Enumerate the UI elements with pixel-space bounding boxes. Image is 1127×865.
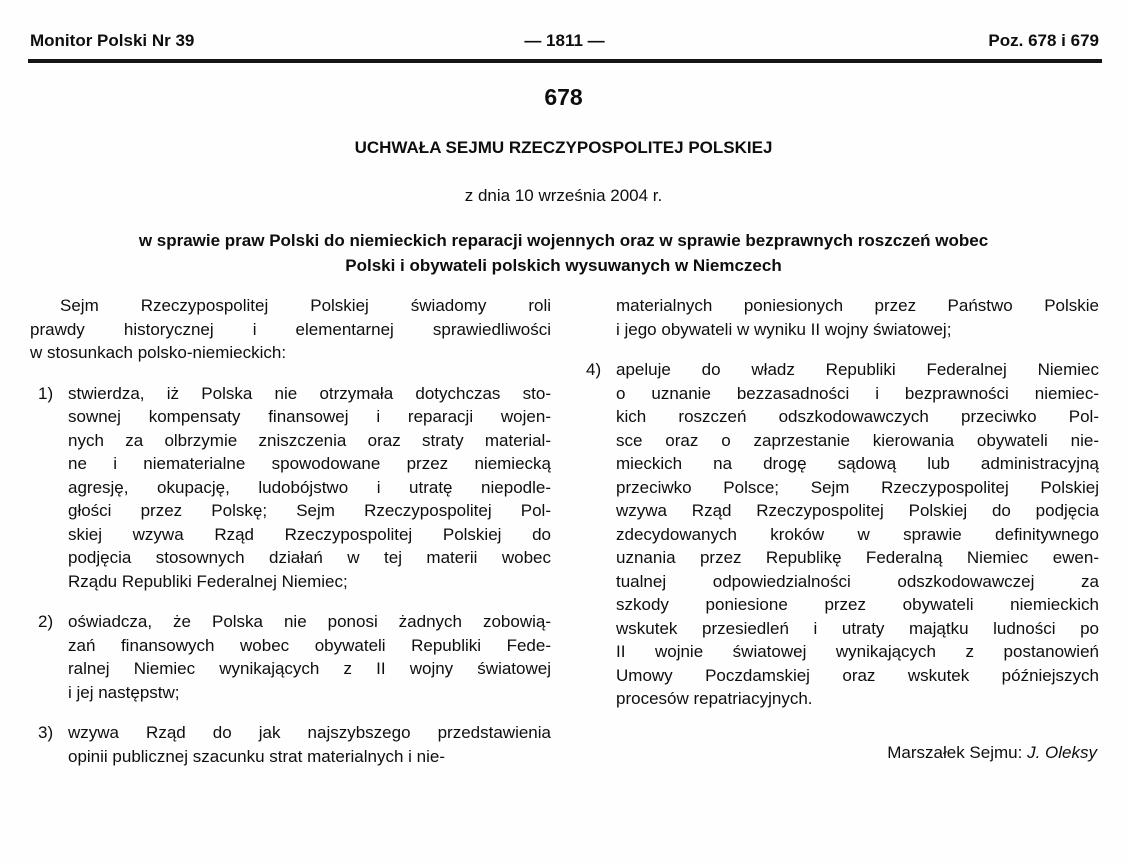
text-line: Sejm Rzeczypospolitej Polskiej świadomy roli bbox=[60, 296, 551, 315]
act-subject bbox=[40, 228, 1087, 278]
text-line: zdecydowanych kroków w sprawie definitywnego bbox=[616, 524, 1099, 544]
text-line: agresję, okupację, ludobójstwo i utratę niepodle- bbox=[68, 477, 551, 497]
act-date: z dnia 10 września 2004 r. bbox=[464, 186, 663, 205]
item-marker-3: 3) bbox=[38, 723, 54, 742]
text-line: uznania przez Republikę Federalną Niemiec ewen- bbox=[616, 548, 1099, 567]
signature-label: Marszałek Sejmu: bbox=[887, 742, 1023, 762]
text-line: materialnych poniesionych przez Państwo Polskie bbox=[616, 296, 1099, 315]
text-line: głości przez Polskę; Sejm Rzeczypospolitej Pol- bbox=[68, 501, 551, 520]
item-text-1 bbox=[68, 382, 551, 594]
item-marker-2: 2) bbox=[38, 612, 54, 631]
text-line: ne i niematerialne spowodowane przez niemiecką bbox=[68, 454, 551, 473]
text-line: skiej wzywa Rząd Rzeczypospolitej Polskiej do bbox=[68, 524, 551, 544]
text-line: Umowy Poczdamskiej oraz wskutek późniejszych bbox=[616, 665, 1099, 685]
signature-line bbox=[578, 741, 1099, 765]
text-line: stwierdza, iż Polska nie otrzymała dotychczas sto- bbox=[68, 383, 551, 403]
intro-paragraph bbox=[30, 294, 551, 365]
text-line: ralnej Niemiec wynikających z II wojny światowej bbox=[68, 659, 551, 678]
text-line: podjęcia stosownych działań w tej materii wobec bbox=[68, 548, 551, 567]
text-line: kich roszczeń odszkodowawczych przeciwko Pol- bbox=[616, 407, 1099, 426]
text-line: opinii publicznej szacunku strat materialnych i nie- bbox=[68, 746, 446, 766]
item-text-3 bbox=[68, 721, 551, 768]
item-marker-1: 1) bbox=[38, 383, 54, 403]
header-rule bbox=[28, 59, 1102, 63]
position-number: Poz. 678 i 679 bbox=[988, 31, 1099, 50]
running-head bbox=[30, 31, 1099, 53]
text-line: Rządu Republiki Federalnej Niemiec; bbox=[68, 571, 348, 591]
list-item-4 bbox=[578, 358, 1099, 711]
act-subject-line-1: w sprawie praw Polski do niemieckich reparacji wojennych oraz w sprawie bezprawnych roszczeń wobec bbox=[138, 231, 989, 250]
text-line: sownej kompensaty finansowej i reparacji wojen- bbox=[68, 407, 551, 426]
text-line: w stosunkach polsko-niemieckich: bbox=[30, 343, 287, 362]
text-line: apeluje do władz Republiki Federalnej Niemiec bbox=[616, 360, 1099, 379]
list-item-3-continuation bbox=[578, 294, 1099, 341]
text-line: procesów repatriacyjnych. bbox=[616, 689, 813, 708]
text-line: oświadcza, że Polska nie ponosi żadnych zobowią- bbox=[68, 612, 551, 631]
item-text-2 bbox=[68, 610, 551, 704]
act-subject-line-2: Polski i obywateli polskich wysuwanych w Niemczech bbox=[345, 256, 782, 275]
text-line: przeciwko Polsce; Sejm Rzeczypospolitej Polskiej bbox=[616, 477, 1099, 497]
body-columns bbox=[30, 294, 1099, 768]
text-line: zań finansowych wobec obywateli Republiki Fede- bbox=[68, 635, 551, 655]
item-marker-4: 4) bbox=[586, 360, 602, 379]
act-title: UCHWAŁA SEJMU RZECZYPOSPOLITEJ POLSKIEJ bbox=[354, 138, 773, 157]
signature-name: J. Oleksy bbox=[1027, 742, 1097, 762]
item-text-3-continuation bbox=[616, 294, 1099, 341]
text-line: tualnej odpowiedzialności odszkodowawczej za bbox=[616, 571, 1099, 591]
page-number: — 1811 — bbox=[524, 31, 605, 50]
text-line: nych za olbrzymie zniszczenia oraz straty material- bbox=[68, 430, 551, 450]
text-line: II wojnie światowej wynikających z postanowień bbox=[616, 642, 1099, 661]
text-line: i jego obywateli w wyniku II wojny światowej; bbox=[616, 319, 952, 339]
text-line: wskutek przesiedleń i utraty majątku ludności po bbox=[616, 618, 1099, 638]
text-line: wzywa Rząd do jak najszybszego przedstawienia bbox=[68, 723, 551, 742]
text-line: prawdy historycznej i elementarnej sprawiedliwości bbox=[30, 319, 551, 339]
act-number: 678 bbox=[544, 84, 583, 110]
text-line: wzywa Rząd Rzeczypospolitej Polskiej do podjęcia bbox=[616, 501, 1099, 520]
left-column bbox=[30, 294, 551, 768]
list-item-2 bbox=[30, 610, 551, 704]
text-line: szkody poniesione przez obywateli niemieckich bbox=[616, 595, 1099, 614]
text-line: sce oraz o zaprzestanie kierowania obywateli nie- bbox=[616, 430, 1099, 450]
journal-title: Monitor Polski Nr 39 bbox=[30, 31, 195, 50]
text-line: mieckich na drogę sądową lub administracyjną bbox=[616, 454, 1099, 473]
list-item-3 bbox=[30, 721, 551, 768]
text-line: i jej następstw; bbox=[68, 682, 180, 702]
list-item-1 bbox=[30, 382, 551, 594]
right-column bbox=[578, 294, 1099, 768]
text-line: o uznanie bezzasadności i bezprawności niemiec- bbox=[616, 383, 1099, 403]
item-text-4 bbox=[616, 358, 1099, 711]
item-marker-continuation bbox=[586, 294, 616, 341]
